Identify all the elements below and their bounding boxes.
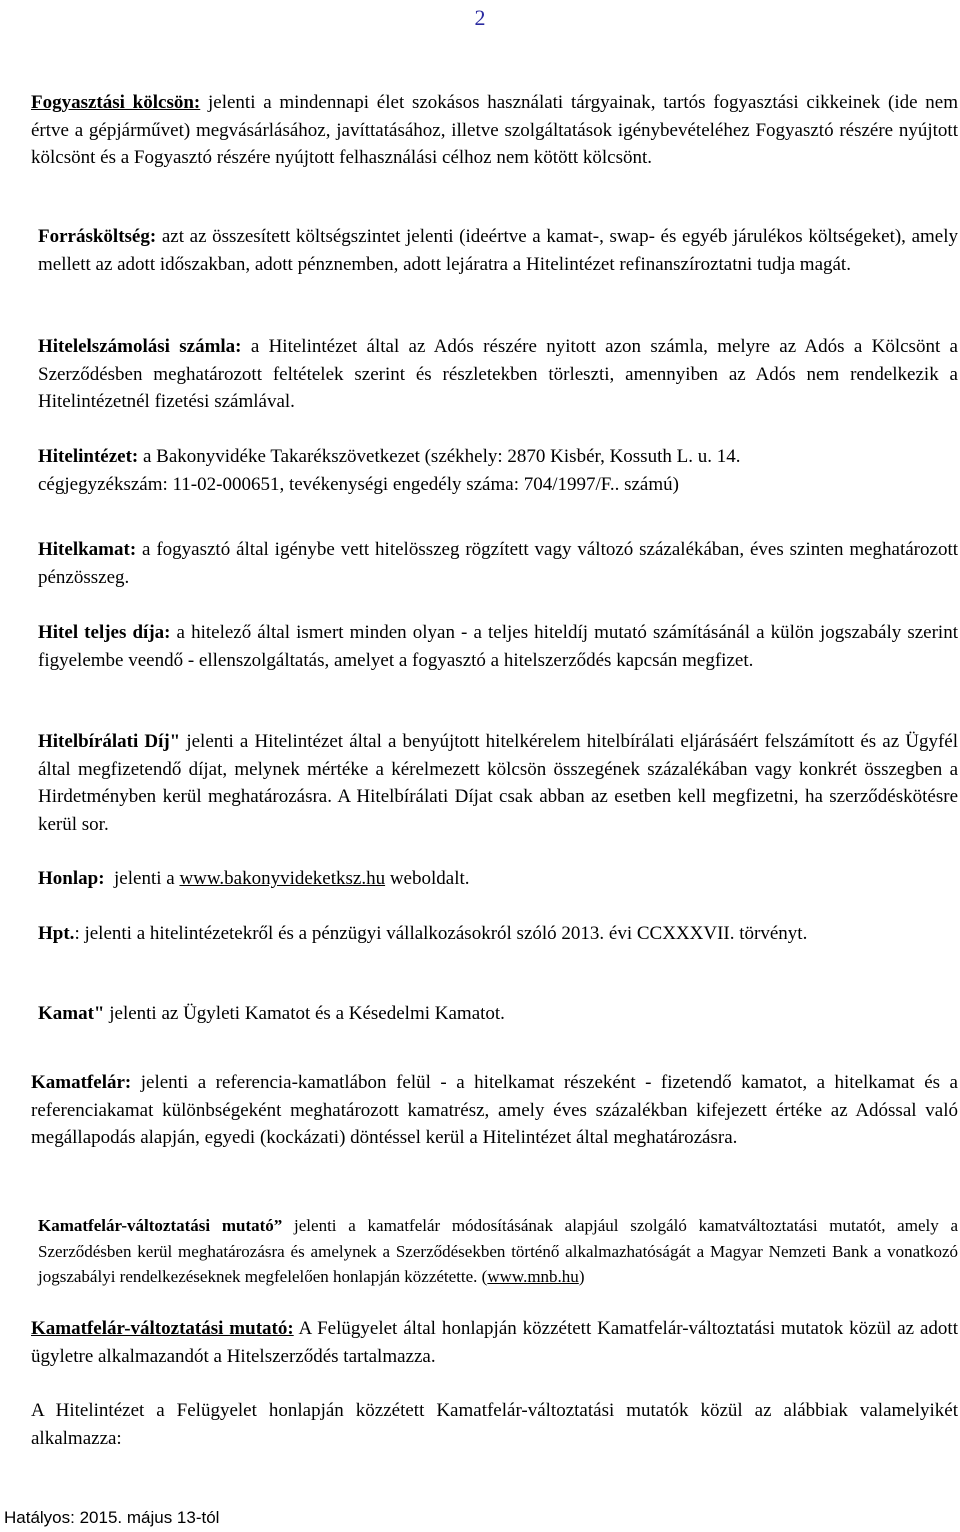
definition-forraskoltseg bbox=[38, 223, 958, 278]
definition-kamatfelar-valtoztatasi-mutato-mnb bbox=[38, 1213, 958, 1290]
closing-paragraph bbox=[31, 1397, 958, 1452]
term-hitelkamat: Hitelkamat: bbox=[38, 539, 137, 560]
definition-text: jelenti a mindennapi élet szokásos használati tárgyainak, tartós fogyasztási cikkeinek (ide nem értve a gépjárművet) megvásárlásához, javíttatásához, illetve szolgáltatások igénybevételéhez Fogyasztó részére nyújtott kölcsönt és a Fogyasztó részére nyújtott felhasználási célhoz nem kötött kölcsönt. bbox=[31, 92, 959, 168]
definition-honlap bbox=[38, 865, 958, 893]
definition-text-end: ) bbox=[578, 1267, 585, 1286]
term-hpt: Hpt. bbox=[38, 923, 75, 944]
definition-text: a hitelező által ismert minden olyan - a teljes hiteldíj mutató számításánál a külön jogszabály szerint figyelembe veendő - ellenszolgáltatás, amelyet a fogyasztó a hitelszerződés kapcsán megfizet. bbox=[38, 622, 958, 671]
definition-fogyasztasi-kolcson bbox=[31, 89, 958, 172]
term-honlap: Honlap: bbox=[38, 868, 105, 889]
bakonyvideke-website-link[interactable]: www.bakonyvideketksz.hu bbox=[179, 868, 386, 889]
definition-text: A Felügyelet által honlapján közzétett Kamatfelár-változtatási mutatok közül az adott ügyletre alkalmazandót a Hitelszerződés tartalmazza. bbox=[31, 1318, 958, 1367]
definition-text: jelenti a bbox=[104, 868, 180, 889]
term-hitel-teljes-dija: Hitel teljes díja: bbox=[38, 622, 171, 643]
page-number: 2 bbox=[474, 5, 486, 30]
term-forraskoltseg: Forrásköltség: bbox=[38, 226, 157, 247]
definition-text: jelenti a referencia-kamatlábon felül - a hitelkamat részeként - fizetendő kamatot, a hitelkamat és a referenciakamat különbségeként meghatározott kamatrész, amely éves százalékban kifejezett értéke az Adóssal való megállapodás alapján, egyedi (kockázati) döntéssel kerül a Hitelintézet által meghatározásra. bbox=[31, 1072, 958, 1148]
definition-text: a fogyasztó által igénybe vett hitelösszeg rögzített vagy változó százalékában, éves szinten meghatározott pénzösszeg. bbox=[38, 539, 958, 588]
term-hitelintezet: Hitelintézet: bbox=[38, 446, 139, 467]
definition-text-line2: cégjegyzékszám: 11-02-000651, tevékenységi engedély száma: 704/1997/F.. számú) bbox=[38, 473, 679, 495]
definition-text: : jelenti a hitelintézetekről és a pénzügyi vállalkozásokról szóló 2013. évi CCXXXVII. törvényt. bbox=[74, 923, 808, 944]
definition-hitelintezet bbox=[38, 443, 958, 498]
mnb-website-link[interactable]: www.mnb.hu bbox=[487, 1267, 579, 1286]
definition-hpt bbox=[38, 920, 958, 948]
term-hitelelszamolasi-szamla: Hitelelszámolási számla: bbox=[38, 336, 242, 357]
definition-hitelelszamolasi-szamla bbox=[38, 333, 958, 416]
effective-date-footer: Hatályos: 2015. május 13-tól bbox=[4, 1508, 220, 1527]
definition-text: azt az összesített költségszintet jelenti (ideértve a kamat-, swap- és egyéb járulékos költségeket), amely mellett az adott időszakban, adott pénznemben, adott lejáratra a Hitelintézet refinanszíroztatni tudja magát. bbox=[38, 226, 958, 275]
definition-text: jelenti a kamatfelár módosításának alapjául szolgáló kamatváltoztatási mutatót, amely a Szerződésben kerül meghatározásra és amelynek a Szerződésekben történő alkalmazhatóságát a Magyar Nemzeti Bank a vonatkozó jogszabályi rendelkezéseknek megfelelően honlapján közzétette. ( bbox=[38, 1216, 958, 1286]
definition-hitel-teljes-dija bbox=[38, 619, 958, 674]
term-kamatfelar: Kamatfelár: bbox=[31, 1072, 132, 1093]
definition-kamatfelar bbox=[31, 1069, 958, 1152]
term-kamat: Kamat" bbox=[38, 1003, 105, 1024]
definition-text-end: weboldalt. bbox=[385, 868, 470, 889]
definition-text: jelenti az Ügyleti Kamatot és a Késedelmi Kamatot. bbox=[104, 1003, 505, 1024]
definition-kamatfelar-valtoztatasi-mutato-felugyelet bbox=[31, 1315, 958, 1370]
term-fogyasztasi-kolcson: Fogyasztási kölcsön: bbox=[31, 92, 201, 113]
definition-text: jelenti a Hitelintézet által a benyújtott hitelkérelem hitelbírálati eljárásáért felszámított és az Ügyfél által megfizetendő díjat, melynek mértéke a kérelmezett kölcsön összegének százalékában vagy konkrét összegben a Hirdetményben kerül meghatározásra. A Hitelbírálati Díjat csak abban az esetben kell megfizetni, ha szerződéskötésre kerül sor. bbox=[38, 731, 958, 835]
term-kamatfelar-valtoztatasi-mutato: Kamatfelár-változtatási mutató” bbox=[38, 1216, 283, 1235]
definition-hitelbiralati-dij bbox=[38, 728, 958, 838]
definition-kamat bbox=[38, 1000, 958, 1028]
closing-text: A Hitelintézet a Felügyelet honlapján közzétett Kamatfelár-változtatási mutatók közül az alábbiak valamelyikét alkalmazza: bbox=[31, 1400, 958, 1449]
term-kamatfelar-valtoztatasi-mutato-underlined: Kamatfelár-változtatási mutató: bbox=[31, 1318, 294, 1339]
definition-text: a Hitelintézet által az Adós részére nyitott azon számla, melyre az Adós a Kölcsönt a Szerződésben meghatározott feltételek szerint és részletekben törleszti, amennyiben az Adós nem rendelkezik a Hitelintézetnél fizetési számlával. bbox=[38, 336, 958, 412]
definition-hitelkamat bbox=[38, 536, 958, 591]
term-hitelbiralati-dij: Hitelbírálati Díj" bbox=[38, 731, 181, 752]
definition-text: a Bakonyvidéke Takarékszövetkezet (székhely: 2870 Kisbér, Kossuth L. u. 14. bbox=[138, 446, 741, 467]
